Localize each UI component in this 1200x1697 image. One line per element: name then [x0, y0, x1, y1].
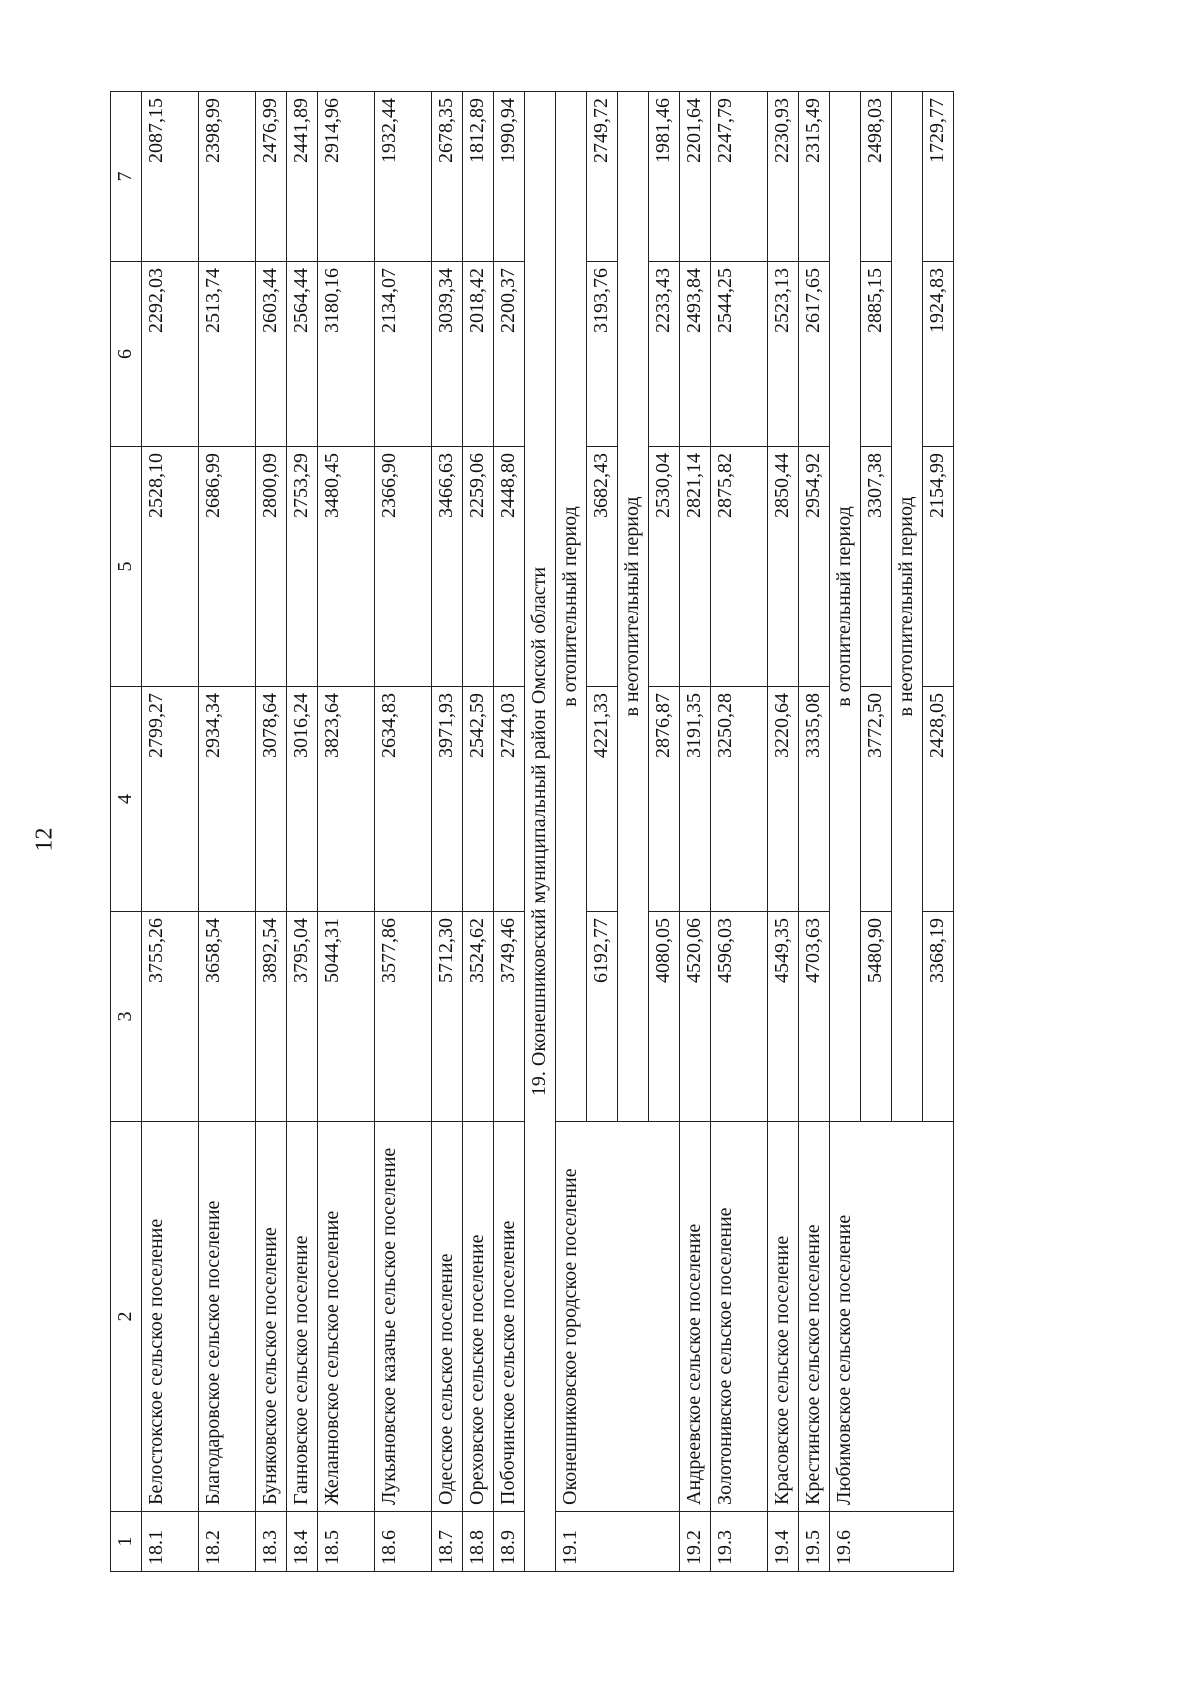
row-number: 18.8 [463, 1512, 494, 1572]
value-cell: 2799,27 [142, 687, 199, 912]
value-cell: 1729,77 [923, 92, 954, 262]
row-number: 19.2 [680, 1512, 711, 1572]
value-cell: 2259,06 [463, 447, 494, 687]
table-container [110, 92, 954, 1572]
table-row [463, 92, 494, 1572]
value-cell: 2678,35 [432, 92, 463, 262]
value-cell: 2528,10 [142, 447, 199, 687]
value-cell: 3191,35 [680, 687, 711, 912]
table-row [256, 92, 287, 1572]
value-cell: 3577,86 [375, 912, 432, 1122]
row-number: 19.5 [799, 1512, 830, 1572]
row-number: 18.3 [256, 1512, 287, 1572]
value-cell: 3749,46 [494, 912, 525, 1122]
tariff-table [110, 91, 954, 1572]
section-title: 19. Оконешниковский муниципальный район Омской области [525, 92, 556, 1572]
row-number: 18.6 [375, 1512, 432, 1572]
value-cell: 5712,30 [432, 912, 463, 1122]
value-cell: 2200,37 [494, 262, 525, 447]
value-cell: 2476,99 [256, 92, 287, 262]
section-title-row [525, 92, 556, 1572]
col-header: 7 [111, 92, 142, 262]
row-number: 18.7 [432, 1512, 463, 1572]
value-cell: 2513,74 [199, 262, 256, 447]
settlement-name: Благодаровское сельское поселение [199, 1122, 256, 1512]
row-number: 19.4 [768, 1512, 799, 1572]
value-cell: 4080,05 [649, 912, 680, 1122]
value-cell: 2876,87 [649, 687, 680, 912]
value-cell: 2398,99 [199, 92, 256, 262]
table-row [494, 92, 525, 1572]
value-cell: 2154,99 [923, 447, 954, 687]
value-cell: 2441,89 [287, 92, 318, 262]
value-cell: 3016,24 [287, 687, 318, 912]
col-header: 4 [111, 687, 142, 912]
value-cell: 4703,63 [799, 912, 830, 1122]
table-row [799, 92, 830, 1572]
value-cell: 3307,38 [861, 447, 892, 687]
period-heading-nonheating: в неотопительный период [618, 92, 649, 1122]
table-row [711, 92, 768, 1572]
value-cell: 2201,64 [680, 92, 711, 262]
table-row [556, 92, 587, 1572]
page-number: 12 [31, 827, 58, 852]
value-cell: 3180,16 [318, 262, 375, 447]
value-cell: 3250,28 [711, 687, 768, 912]
period-heading-heating: в отопительный период [556, 92, 587, 1122]
row-number: 18.2 [199, 1512, 256, 1572]
value-cell: 2934,34 [199, 687, 256, 912]
value-cell: 3823,64 [318, 687, 375, 912]
row-number: 18.5 [318, 1512, 375, 1572]
value-cell: 2564,44 [287, 262, 318, 447]
value-cell: 2428,05 [923, 687, 954, 912]
value-cell: 2954,92 [799, 447, 830, 687]
table-row [680, 92, 711, 1572]
settlement-name: Андреевское сельское поселение [680, 1122, 711, 1512]
value-cell: 2230,93 [768, 92, 799, 262]
value-cell: 4520,06 [680, 912, 711, 1122]
value-cell: 2850,44 [768, 447, 799, 687]
value-cell: 1981,46 [649, 92, 680, 262]
settlement-name: Ганновское сельское поселение [287, 1122, 318, 1512]
value-cell: 3078,64 [256, 687, 287, 912]
value-cell: 2753,29 [287, 447, 318, 687]
row-number: 18.9 [494, 1512, 525, 1572]
table-row [287, 92, 318, 1572]
value-cell: 3480,45 [318, 447, 375, 687]
value-cell: 2617,65 [799, 262, 830, 447]
settlement-name: Белостокское сельское поселение [142, 1122, 199, 1512]
value-cell: 2087,15 [142, 92, 199, 262]
value-cell: 3368,19 [923, 912, 954, 1122]
value-cell: 2292,03 [142, 262, 199, 447]
value-cell: 3039,34 [432, 262, 463, 447]
period-heading-heating: в отопительный период [830, 92, 861, 1122]
row-number: 18.1 [142, 1512, 199, 1572]
value-cell: 3335,08 [799, 687, 830, 912]
value-cell: 4221,33 [587, 687, 618, 912]
table-row [432, 92, 463, 1572]
settlement-name: Оконешниковское городское поселение [556, 1122, 680, 1512]
value-cell: 2885,15 [861, 262, 892, 447]
value-cell: 4549,35 [768, 912, 799, 1122]
value-cell: 2686,99 [199, 447, 256, 687]
value-cell: 3220,64 [768, 687, 799, 912]
value-cell: 3466,63 [432, 447, 463, 687]
row-number: 19.1 [556, 1512, 680, 1572]
value-cell: 3755,26 [142, 912, 199, 1122]
value-cell: 5480,90 [861, 912, 892, 1122]
col-header: 1 [111, 1512, 142, 1572]
value-cell: 1924,83 [923, 262, 954, 447]
value-cell: 2821,14 [680, 447, 711, 687]
table-row [768, 92, 799, 1572]
value-cell: 3193,76 [587, 262, 618, 447]
settlement-name: Крестинское сельское поселение [799, 1122, 830, 1512]
col-header: 2 [111, 1122, 142, 1512]
col-header: 3 [111, 912, 142, 1122]
table-row [830, 92, 861, 1572]
value-cell: 2542,59 [463, 687, 494, 912]
row-number: 19.3 [711, 1512, 768, 1572]
value-cell: 2634,83 [375, 687, 432, 912]
value-cell: 3524,62 [463, 912, 494, 1122]
value-cell: 1812,89 [463, 92, 494, 262]
settlement-name: Лукьяновское казачье сельское поселение [375, 1122, 432, 1512]
value-cell: 3682,43 [587, 447, 618, 687]
value-cell: 2530,04 [649, 447, 680, 687]
row-number: 18.4 [287, 1512, 318, 1572]
settlement-name: Золотонивское сельское поселение [711, 1122, 768, 1512]
row-number: 19.6 [830, 1512, 954, 1572]
value-cell: 2875,82 [711, 447, 768, 687]
value-cell: 3971,93 [432, 687, 463, 912]
value-cell: 2315,49 [799, 92, 830, 262]
value-cell: 3795,04 [287, 912, 318, 1122]
value-cell: 5044,31 [318, 912, 375, 1122]
value-cell: 3892,54 [256, 912, 287, 1122]
table-row [142, 92, 199, 1572]
value-cell: 2448,80 [494, 447, 525, 687]
settlement-name: Любимовское сельское поселение [830, 1122, 954, 1512]
value-cell: 6192,77 [587, 912, 618, 1122]
value-cell: 2247,79 [711, 92, 768, 262]
value-cell: 2134,07 [375, 262, 432, 447]
header-row [111, 92, 142, 1572]
value-cell: 2233,43 [649, 262, 680, 447]
col-header: 6 [111, 262, 142, 447]
value-cell: 2749,72 [587, 92, 618, 262]
value-cell: 1932,44 [375, 92, 432, 262]
table-row [199, 92, 256, 1572]
value-cell: 2744,03 [494, 687, 525, 912]
settlement-name: Ореховское сельское поселение [463, 1122, 494, 1512]
value-cell: 2603,44 [256, 262, 287, 447]
value-cell: 4596,03 [711, 912, 768, 1122]
settlement-name: Буняковское сельское поселение [256, 1122, 287, 1512]
settlement-name: Одесское сельское поселение [432, 1122, 463, 1512]
value-cell: 2523,13 [768, 262, 799, 447]
value-cell: 2914,96 [318, 92, 375, 262]
table-row [375, 92, 432, 1572]
settlement-name: Побочинское сельское поселение [494, 1122, 525, 1512]
rotated-table-area [110, 88, 1200, 1565]
col-header: 5 [111, 447, 142, 687]
period-heading-nonheating: в неотопительный период [892, 92, 923, 1122]
value-cell: 2544,25 [711, 262, 768, 447]
settlement-name: Желанновское сельское поселение [318, 1122, 375, 1512]
settlement-name: Красовское сельское поселение [768, 1122, 799, 1512]
value-cell: 2366,90 [375, 447, 432, 687]
table-row [318, 92, 375, 1572]
value-cell: 2800,09 [256, 447, 287, 687]
value-cell: 3658,54 [199, 912, 256, 1122]
value-cell: 3772,50 [861, 687, 892, 912]
value-cell: 1990,94 [494, 92, 525, 262]
value-cell: 2493,84 [680, 262, 711, 447]
value-cell: 2498,03 [861, 92, 892, 262]
value-cell: 2018,42 [463, 262, 494, 447]
